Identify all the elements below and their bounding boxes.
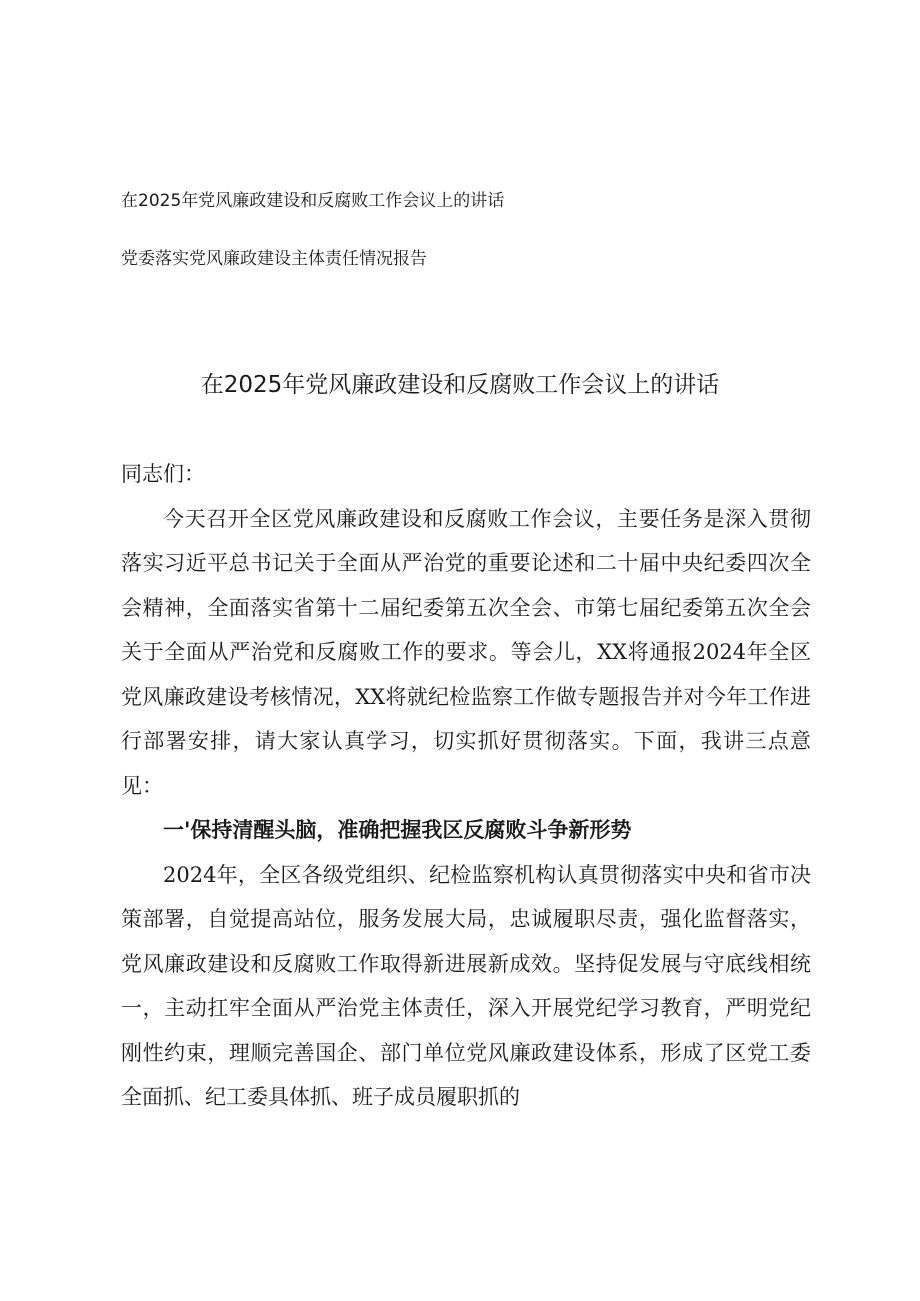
toc-item-speech[interactable]: 在2025年党风廉政建设和反腐败工作会议上的讲话 xyxy=(121,191,505,211)
paragraph-intro: 今天召开全区党风廉政建设和反腐败工作会议，主要任务是深入贯彻落实习近平总书记关于全面从严治党的重要论述和二十届中央纪委四次全会精神，全面落实省第十二届纪委第五次全会、市第七届纪委第五次全会关于全面从严治党和反腐败工作的要求。等会儿，XX将通报2024年全区党风廉政建设考核情况，XX将就纪检监察工作做专题报告并对今年工作进行部署安排，请大家认真学习，切实抓好贯彻落实。下面，我讲三点意见： xyxy=(121,506,811,798)
toc-item-report[interactable]: 党委落实党风廉政建设主体责任情况报告 xyxy=(121,249,427,269)
document-body xyxy=(121,452,811,1120)
paragraph-2024-review: 2024年，全区各级党组织、纪检监察机构认真贯彻落实中央和省市决策部署，自觉提高站位，服务发展大局，忠诚履职尽责，强化监督落实，党风廉政建设和反腐败工作取得新进展新成效。坚持促发展与守底线相统一，主动扛牢全面从严治党主体责任，深入开展党纪学习教育，严明党纪刚性约束，理顺完善国企、部门单位党风廉政建设体系，形成了区党工委全面抓、纪工委具体抓、班子成员履职抓的 xyxy=(121,862,811,1109)
document-title: 在2025年党风廉政建设和反腐败工作会议上的讲话 xyxy=(200,372,720,398)
salutation: 同志们： xyxy=(121,462,205,486)
section-heading-1: 一'保持清醒头脑，准确把握我区反腐败斗争新形势 xyxy=(163,817,632,842)
